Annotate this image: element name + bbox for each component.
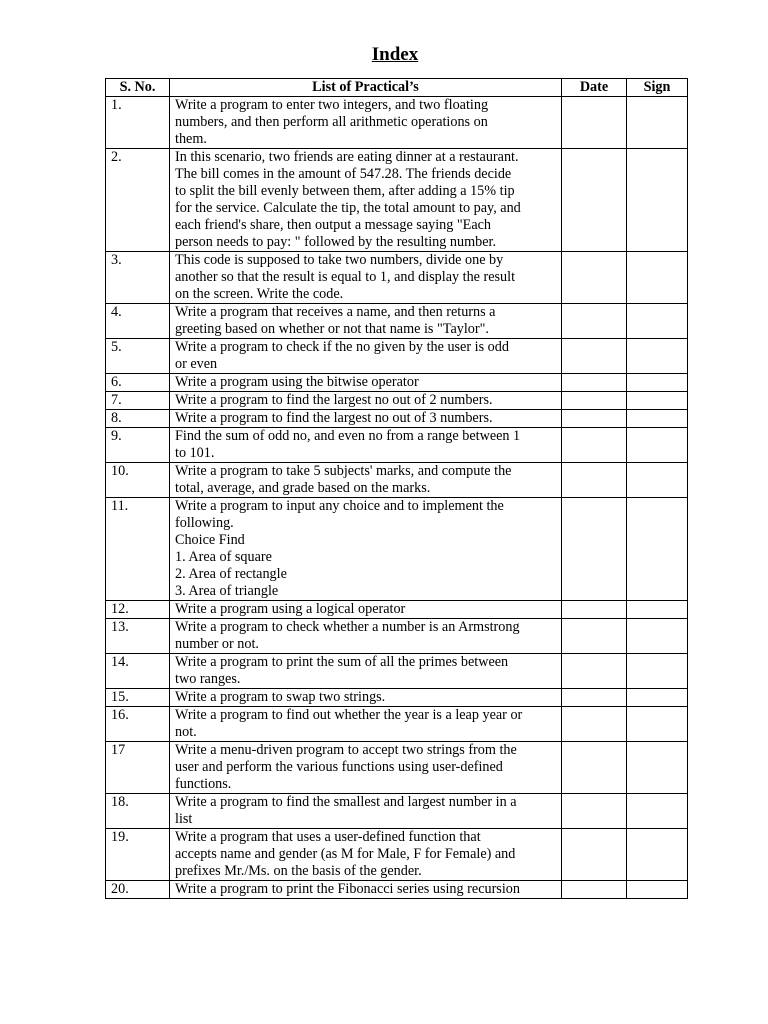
row-number: 11. — [106, 498, 170, 601]
date-cell — [562, 742, 627, 794]
sign-cell — [627, 619, 688, 654]
table-row — [106, 97, 688, 149]
table-row — [106, 654, 688, 689]
sign-cell — [627, 149, 688, 252]
sign-cell — [627, 463, 688, 498]
row-number: 10. — [106, 463, 170, 498]
table-row — [106, 601, 688, 619]
row-number: 20. — [106, 881, 170, 899]
date-cell — [562, 97, 627, 149]
table-row — [106, 149, 688, 252]
table-row — [106, 498, 688, 601]
row-number: 1. — [106, 97, 170, 149]
sign-cell — [627, 881, 688, 899]
sign-cell — [627, 410, 688, 428]
practical-text: Write a program using the bitwise operator — [170, 374, 562, 392]
table-row — [106, 339, 688, 374]
row-number: 14. — [106, 654, 170, 689]
table-row — [106, 619, 688, 654]
row-number: 7. — [106, 392, 170, 410]
date-cell — [562, 252, 627, 304]
table-row — [106, 742, 688, 794]
sign-cell — [627, 339, 688, 374]
practical-text: Write a program to find the largest no out of 2 numbers. — [170, 392, 562, 410]
sign-cell — [627, 829, 688, 881]
table-row — [106, 794, 688, 829]
table-row — [106, 881, 688, 899]
date-cell — [562, 619, 627, 654]
date-cell — [562, 498, 627, 601]
date-cell — [562, 707, 627, 742]
practical-text: Write a program that receives a name, and then returns a greeting based on whether or not that name is "Taylor". — [170, 304, 562, 339]
practical-text: Write a program to print the Fibonacci series using recursion — [170, 881, 562, 899]
sign-cell — [627, 601, 688, 619]
table-row — [106, 392, 688, 410]
practical-text: Write a program to enter two integers, and two floating numbers, and then perform all arithmetic operations on them. — [170, 97, 562, 149]
table-row — [106, 428, 688, 463]
practical-text: Write a program to find out whether the year is a leap year or not. — [170, 707, 562, 742]
date-cell — [562, 463, 627, 498]
sign-cell — [627, 304, 688, 339]
header-list: List of Practical’s — [170, 79, 562, 97]
practicals-index-table — [105, 78, 688, 899]
row-number: 18. — [106, 794, 170, 829]
date-cell — [562, 881, 627, 899]
row-number: 8. — [106, 410, 170, 428]
date-cell — [562, 410, 627, 428]
sign-cell — [627, 689, 688, 707]
sign-cell — [627, 428, 688, 463]
table-row — [106, 252, 688, 304]
header-sign: Sign — [627, 79, 688, 97]
practical-text: Write a program to print the sum of all the primes between two ranges. — [170, 654, 562, 689]
row-number: 16. — [106, 707, 170, 742]
row-number: 6. — [106, 374, 170, 392]
row-number: 13. — [106, 619, 170, 654]
practical-text: In this scenario, two friends are eating dinner at a restaurant. The bill comes in the amount of 547.28. The friends decide to split the bill evenly between them, after adding a 15% tip for the service. Calculate the tip, the total amount to pay, and each friend's share, then output a message saying "Each person needs to pay: " followed by the resulting number. — [170, 149, 562, 252]
practical-text: Write a program that uses a user-defined function that accepts name and gender (as M for Male, F for Female) and prefixes Mr./Ms. on the basis of the gender. — [170, 829, 562, 881]
sign-cell — [627, 707, 688, 742]
sign-cell — [627, 654, 688, 689]
sign-cell — [627, 252, 688, 304]
practical-text: Find the sum of odd no, and even no from a range between 1 to 101. — [170, 428, 562, 463]
table-row — [106, 410, 688, 428]
date-cell — [562, 392, 627, 410]
row-number: 17 — [106, 742, 170, 794]
date-cell — [562, 428, 627, 463]
sign-cell — [627, 794, 688, 829]
table-row — [106, 707, 688, 742]
header-sno: S. No. — [106, 79, 170, 97]
practical-text: Write a program to check whether a number is an Armstrong number or not. — [170, 619, 562, 654]
row-number: 15. — [106, 689, 170, 707]
sign-cell — [627, 742, 688, 794]
table-row — [106, 689, 688, 707]
page-title: Index — [371, 44, 419, 65]
table-row — [106, 463, 688, 498]
sign-cell — [627, 374, 688, 392]
practical-text: Write a program to input any choice and to implement the following. Choice Find 1. Area of square 2. Area of rectangle 3. Area of triangle — [170, 498, 562, 601]
sign-cell — [627, 498, 688, 601]
date-cell — [562, 794, 627, 829]
date-cell — [562, 149, 627, 252]
practical-text: Write a program to find the largest no out of 3 numbers. — [170, 410, 562, 428]
sign-cell — [627, 97, 688, 149]
row-number: 4. — [106, 304, 170, 339]
row-number: 19. — [106, 829, 170, 881]
table-header-row — [106, 79, 688, 97]
date-cell — [562, 829, 627, 881]
sign-cell — [627, 392, 688, 410]
date-cell — [562, 654, 627, 689]
row-number: 5. — [106, 339, 170, 374]
practical-text: Write a program to swap two strings. — [170, 689, 562, 707]
table-row — [106, 829, 688, 881]
date-cell — [562, 339, 627, 374]
practical-text: Write a program to take 5 subjects' marks, and compute the total, average, and grade based on the marks. — [170, 463, 562, 498]
date-cell — [562, 689, 627, 707]
row-number: 2. — [106, 149, 170, 252]
practical-text: This code is supposed to take two numbers, divide one by another so that the result is equal to 1, and display the result on the screen. Write the code. — [170, 252, 562, 304]
row-number: 9. — [106, 428, 170, 463]
practical-text: Write a program to find the smallest and largest number in a list — [170, 794, 562, 829]
table-row — [106, 304, 688, 339]
practical-text: Write a program to check if the no given by the user is odd or even — [170, 339, 562, 374]
table-row — [106, 374, 688, 392]
header-date: Date — [562, 79, 627, 97]
row-number: 12. — [106, 601, 170, 619]
date-cell — [562, 374, 627, 392]
date-cell — [562, 601, 627, 619]
row-number: 3. — [106, 252, 170, 304]
practical-text: Write a menu-driven program to accept two strings from the user and perform the various functions using user-defined functions. — [170, 742, 562, 794]
date-cell — [562, 304, 627, 339]
practical-text: Write a program using a logical operator — [170, 601, 562, 619]
